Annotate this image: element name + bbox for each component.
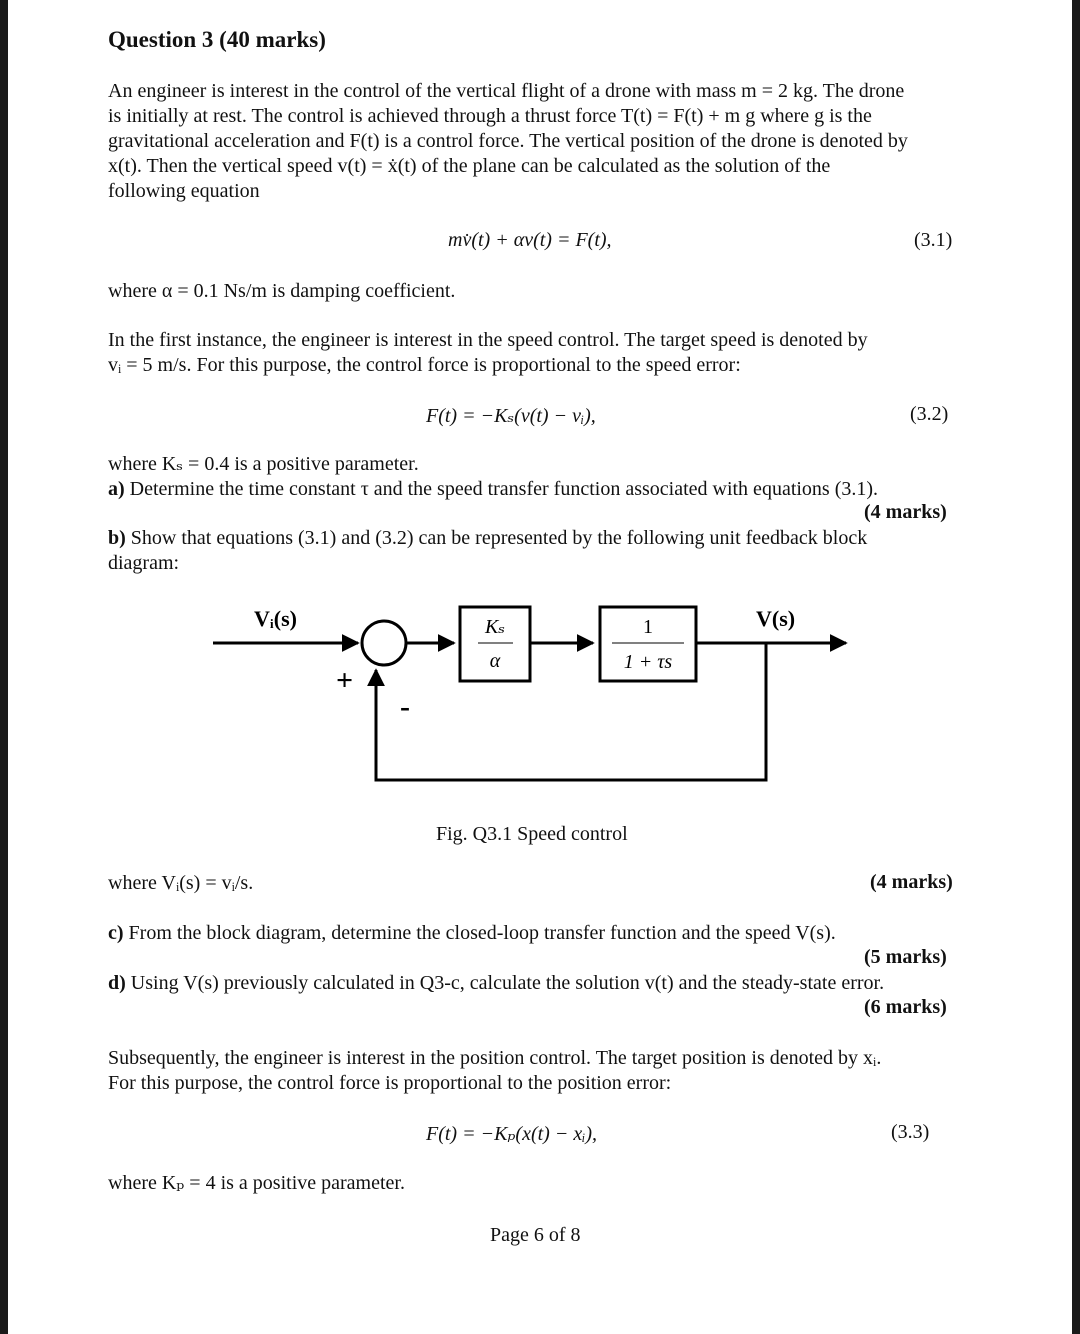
intro-line-4: x(t). Then the vertical speed v(t) = ẋ(t) of the plane can be calculated as the solution of the — [108, 155, 831, 177]
ks-definition: where Kₛ = 0.4 is a positive parameter. — [108, 453, 419, 475]
right-frame-border — [1072, 0, 1080, 1334]
left-frame-border — [0, 0, 8, 1334]
equation-3-1-number: (3.1) — [914, 229, 953, 251]
part-c — [108, 921, 836, 946]
intro-line-2: is initially at rest. The control is achieved through a thrust force T(t) = F(t) + m g where g is the — [108, 105, 872, 127]
gain-denominator: α — [489, 650, 501, 672]
part-c-label: c) — [108, 922, 124, 944]
gain-numerator: Kₛ — [484, 616, 506, 638]
minus-sign: - — [400, 690, 410, 723]
part-c-text: From the block diagram, determine the closed-loop transfer function and the speed V(s). — [128, 922, 836, 944]
position-line-2: For this purpose, the control force is proportional to the position error: — [108, 1072, 672, 1094]
document-page — [8, 0, 1072, 1334]
speed-line-2: vᵢ = 5 m/s. For this purpose, the control force is proportional to the speed error: — [108, 354, 741, 376]
intro-line-3: gravitational acceleration and F(t) is a control force. The vertical position of the drone is denoted by — [108, 130, 908, 152]
speed-line-1: In the first instance, the engineer is interest in the speed control. The target speed is denoted by — [108, 329, 868, 351]
part-a-marks: (4 marks) — [864, 501, 947, 523]
plus-sign: + — [336, 664, 354, 697]
summing-junction — [362, 621, 406, 665]
intro-line-5: following equation — [108, 180, 260, 202]
part-b-text: Show that equations (3.1) and (3.2) can be represented by the following unit feedback block — [130, 527, 868, 549]
part-d — [108, 971, 884, 996]
equation-3-2: F(t) = −Kₛ(v(t) − vᵢ), — [426, 405, 596, 427]
page-number: Page 6 of 8 — [490, 1224, 581, 1246]
equation-3-3: F(t) = −Kₚ(x(t) − xᵢ), — [426, 1123, 598, 1145]
tf-numerator: 1 — [643, 616, 653, 638]
part-c-marks: (5 marks) — [864, 946, 947, 968]
part-d-marks: (6 marks) — [864, 996, 947, 1018]
part-a-label: a) — [108, 478, 125, 500]
part-d-label: d) — [108, 972, 126, 994]
tf-denominator: 1 + τs — [623, 651, 673, 673]
equation-3-1: mv̇(t) + αv(t) = F(t), — [448, 229, 612, 251]
question-title: Question 3 (40 marks) — [108, 27, 326, 52]
part-b-label: b) — [108, 527, 126, 549]
equation-3-2-number: (3.2) — [910, 403, 949, 425]
kp-definition: where Kₚ = 4 is a positive parameter. — [108, 1172, 405, 1194]
position-line-1: Subsequently, the engineer is interest in the position control. The target position is denoted by xᵢ. — [108, 1047, 882, 1069]
part-d-text: Using V(s) previously calculated in Q3-c, calculate the solution v(t) and the steady-state error. — [130, 972, 885, 994]
part-b-marks: (4 marks) — [870, 871, 953, 893]
block-diagram — [8, 0, 1072, 860]
part-b-line-2: diagram: — [108, 552, 180, 574]
input-label: Vᵢ(s) — [254, 606, 298, 631]
intro-line-1: An engineer is interest in the control of the vertical flight of a drone with mass m = 2 kg. The drone — [108, 80, 905, 102]
feedback-path — [376, 643, 766, 780]
alpha-definition: where α = 0.1 Ns/m is damping coefficient. — [108, 280, 456, 302]
output-label: V(s) — [756, 606, 796, 631]
vi-definition: where Vᵢ(s) = vᵢ/s. — [108, 872, 254, 894]
part-a-text: Determine the time constant τ and the speed transfer function associated with equations (3.1). — [129, 478, 879, 500]
figure-caption: Fig. Q3.1 Speed control — [436, 823, 628, 845]
equation-3-3-number: (3.3) — [891, 1121, 930, 1143]
